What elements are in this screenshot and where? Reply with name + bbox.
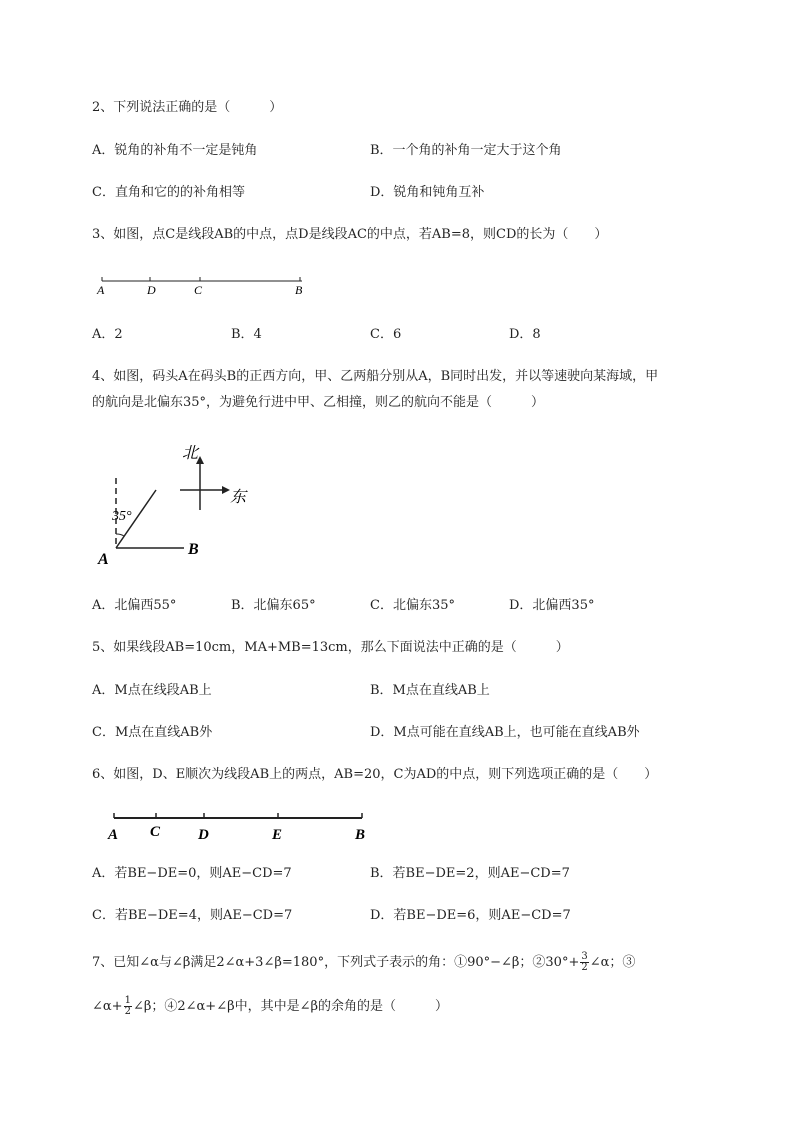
q5-option-d: D．M点可能在直线AB上，也可能在直线AB外 (370, 725, 640, 740)
q6-option-d: D．若BE−DE=6，则AE−CD=7 (370, 908, 571, 923)
q6-option-a: A．若BE−DE=0，则AE−CD=7 (92, 866, 292, 881)
q4-stem-line2: 的航向是北偏东35°，为避免行进中甲、乙相撞，则乙的航向不能是（ ） (92, 395, 545, 410)
q3-label-a: A (97, 283, 105, 297)
q5-option-a: A．M点在线段AB上 (92, 683, 212, 698)
q3-label-b: B (295, 283, 303, 297)
q4-option-d: D．北偏西35° (509, 598, 595, 613)
q2-option-c: C．直角和它的的补角相等 (92, 185, 245, 200)
q2-stem: 2、下列说法正确的是（ ） (92, 100, 283, 115)
q7-line2 (92, 996, 448, 1017)
q2-option-a: A．锐角的补角不一定是钝角 (92, 143, 258, 158)
q6-label-e: E (272, 827, 283, 843)
q7-line1-text-b: ∠α；③ (589, 955, 636, 970)
q6-label-a: A (108, 827, 119, 843)
q3-option-d: D．8 (509, 327, 541, 342)
q4-point-a: A (98, 551, 109, 568)
q5-option-c: C．M点在直线AB外 (92, 725, 213, 740)
q7-fraction-3-2 (580, 952, 588, 973)
q7-frac1-numerator: 3 (581, 951, 588, 962)
q6-label-c: C (150, 824, 161, 840)
q4-bearing-figure (92, 438, 272, 573)
q6-label-b: B (355, 827, 366, 843)
q6-label-d: D (198, 827, 209, 843)
q7-frac2-denominator: 2 (124, 1006, 131, 1017)
q3-label-c: C (194, 283, 203, 297)
q4-option-a: A．北偏西55° (92, 598, 177, 613)
q6-option-b: B．若BE−DE=2，则AE−CD=7 (370, 866, 570, 881)
q5-option-b: B．M点在直线AB上 (370, 683, 490, 698)
q6-option-c: C．若BE−DE=4，则AE−CD=7 (92, 908, 293, 923)
q4-option-b: B．北偏东65° (231, 598, 316, 613)
q3-stem: 3、如图，点C是线段AB的中点，点D是线段AC的中点，若AB=8，则CD的长为（ ） (92, 227, 608, 242)
q7-line2-text-a: ∠α+ (92, 999, 123, 1014)
q4-angle-label: 35° (112, 509, 132, 524)
q3-option-a: A．2 (92, 327, 123, 342)
q3-option-c: C．6 (370, 327, 402, 342)
q4-stem-line1: 4、如图，码头A在码头B的正西方向，甲、乙两船分别从A，B同时出发，并以等速驶向某海域，甲 (92, 369, 659, 384)
q4-east-label: 东 (230, 487, 247, 506)
q3-option-b: B．4 (231, 327, 262, 342)
q7-frac2-numerator: 1 (124, 995, 131, 1006)
q4-option-c: C．北偏东35° (370, 598, 455, 613)
q7-line1 (92, 952, 635, 973)
q4-point-b: B (188, 541, 199, 558)
q3-label-d: D (147, 283, 156, 297)
q2-option-d: D．锐角和钝角互补 (370, 185, 485, 200)
q6-stem: 6、如图，D、E顺次为线段AB上的两点，AB=20，C为AD的中点，则下列选项正确的是（ ） (92, 767, 658, 782)
q7-line2-text-b: ∠β；④2∠α+∠β中，其中是∠β的余角的是（ ） (132, 999, 449, 1014)
q7-frac1-denominator: 2 (581, 962, 588, 973)
q7-fraction-1-2 (124, 996, 132, 1017)
q2-option-b: B．一个角的补角一定大于这个角 (370, 143, 562, 158)
q5-stem: 5、如果线段AB=10cm，MA+MB=13cm，那么下面说法中正确的是（ ） (92, 640, 569, 655)
q6-segment-figure (100, 810, 380, 844)
q3-segment-figure (92, 272, 322, 298)
q4-north-label: 北 (182, 443, 199, 462)
q7-line1-text-a: 7、已知∠α与∠β满足2∠α+3∠β=180°，下列式子表示的角：①90°−∠β；②30°+ (92, 955, 580, 970)
